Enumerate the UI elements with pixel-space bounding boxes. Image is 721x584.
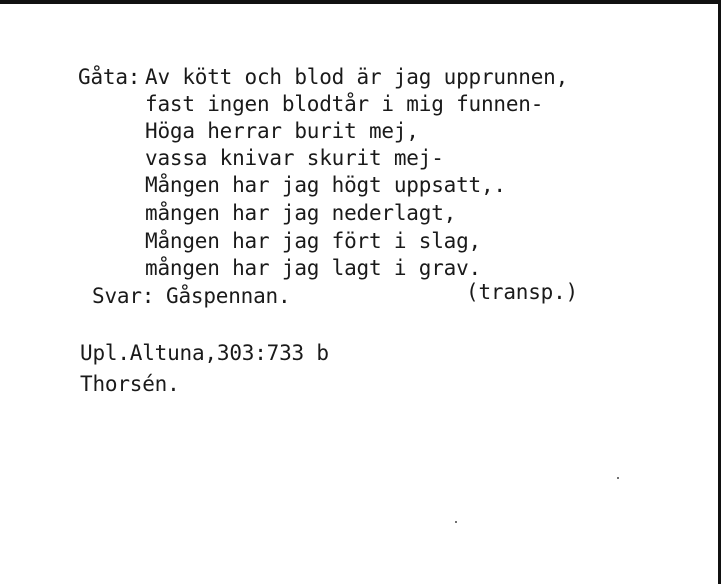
riddle-line-2: fast ingen blodtår i mig funnen- bbox=[145, 92, 544, 116]
riddle-line-3: Höga herrar burit mej, bbox=[145, 119, 419, 143]
card-top-edge bbox=[0, 0, 721, 4]
riddle-line-8: mången har jag lagt i grav. bbox=[145, 256, 481, 280]
paper-speck bbox=[617, 477, 619, 479]
riddle-line-1: Av kött och blod är jag upprunnen, bbox=[145, 65, 569, 89]
answer-note: (transp.) bbox=[466, 280, 578, 304]
collector-name: Thorsén. bbox=[80, 372, 180, 396]
riddle-line-4: vassa knivar skurit mej- bbox=[145, 146, 444, 170]
answer-text: Gåspennan. bbox=[166, 284, 291, 308]
riddle-line-6: mången har jag nederlagt, bbox=[145, 201, 457, 225]
answer-label: Svar: bbox=[92, 284, 155, 308]
riddle-line-5: Mången har jag högt uppsatt,. bbox=[145, 173, 506, 197]
riddle-line-7: Mången har jag fört i slag, bbox=[145, 229, 481, 253]
riddle-label: Gåta: bbox=[78, 65, 141, 89]
archive-reference: Upl.Altuna,303:733 b bbox=[80, 341, 329, 365]
paper-speck bbox=[455, 521, 457, 523]
